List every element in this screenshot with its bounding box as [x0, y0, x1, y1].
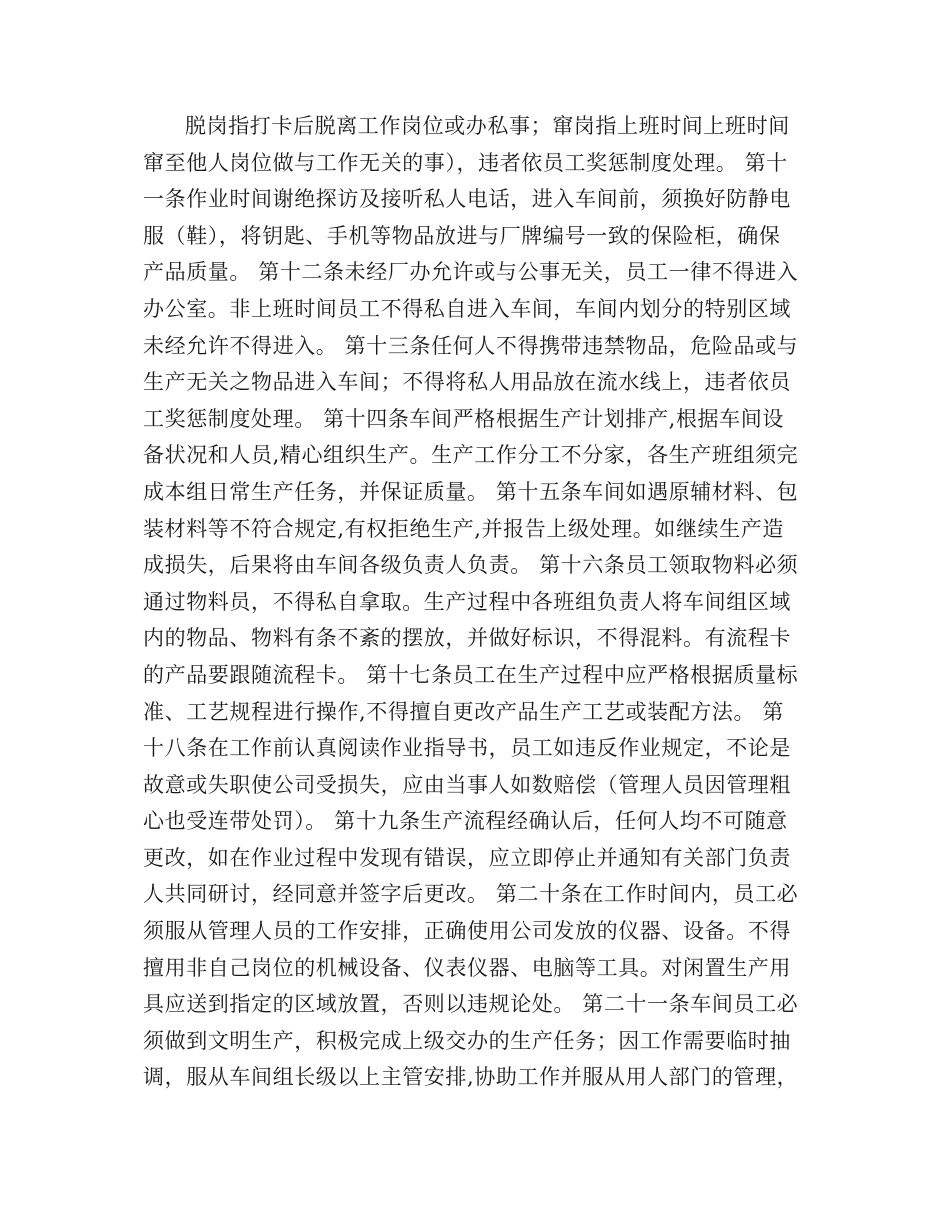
text-line: 准、工艺规程进行操作,不得擅自更改产品生产工艺或装配方法。 第: [143, 699, 784, 724]
text-line: 未经允许不得进入。 第十三条任何人不得携带违禁物品，危险品或与: [143, 333, 799, 358]
text-line: 十八条在工作前认真阅读作业指导书，员工如违反作业规定，不论是: [143, 736, 791, 761]
text-line: 成损失，后果将由车间各级负责人负责。 第十六条员工领取物料必须: [143, 553, 799, 578]
text-line: 一条作业时间谢绝探访及接听私人电话，进入车间前，须换好防静电: [143, 187, 791, 212]
text-line: 装材料等不符合规定,有权拒绝生产,并报告上级处理。如继续生产造: [143, 516, 784, 541]
text-line: 心也受连带处罚）。 第十九条生产流程经确认后，任何人均不可随意: [143, 809, 788, 834]
text-line: 生产无关之物品进入车间；不得将私人用品放在流水线上，违者依员: [143, 370, 791, 395]
text-line: 通过物料员，不得私自拿取。生产过程中各班组负责人将车间组区域: [143, 589, 791, 614]
text-line: 的产品要跟随流程卡。 第十七条员工在生产过程中应严格根据质量标: [143, 662, 799, 687]
text-line: 更改，如在作业过程中发现有错误，应立即停止并通知有关部门负责: [143, 845, 791, 870]
text-line: 脱岗指打卡后脱离工作岗位或办私事；窜岗指上班时间上班时间: [185, 114, 790, 138]
text-line: 擅用非自己岗位的机械设备、仪表仪器、电脑等工具。对闲置生产用: [143, 955, 791, 980]
text-line: 须做到文明生产，积极完成上级交办的生产任务；因工作需要临时抽: [143, 1028, 791, 1053]
text-line: 备状况和人员,精心组织生产。生产工作分工不分家，各生产班组须完: [143, 443, 799, 468]
body-text: [143, 108, 813, 1096]
text-line: 调，服从车间组长级以上主管安排,协助工作并服从用人部门的管理，: [143, 1065, 799, 1090]
text-line: 产品质量。 第十二条未经厂办允许或与公事无关，员工一律不得进入: [143, 260, 799, 285]
text-line: 服（鞋），将钥匙、手机等物品放进与厂牌编号一致的保险柜，确保: [143, 223, 781, 248]
text-line: 工奖惩制度处理。 第十四条车间严格根据生产计划排产,根据车间设: [143, 406, 784, 431]
text-line: 须服从管理人员的工作安排，正确使用公司发放的仪器、设备。不得: [143, 919, 791, 944]
text-line: 办公室。非上班时间员工不得私自进入车间，车间内划分的特别区域: [143, 296, 791, 321]
text-line: 成本组日常生产任务，并保证质量。 第十五条车间如遇原辅材料、包: [143, 479, 799, 504]
text-line: 故意或失职使公司受损失，应由当事人如数赔偿（管理人员因管理粗: [143, 772, 791, 797]
text-line: 人共同研讨，经同意并签字后更改。 第二十条在工作时间内，员工必: [143, 882, 799, 907]
text-line: 内的物品、物料有条不紊的摆放，并做好标识，不得混料。有流程卡: [143, 626, 791, 651]
text-line: 具应送到指定的区域放置，否则以违规论处。 第二十一条车间员工必: [143, 992, 799, 1017]
text-line: 窜至他人岗位做与工作无关的事），违者依员工奖惩制度处理。 第十: [143, 150, 788, 175]
